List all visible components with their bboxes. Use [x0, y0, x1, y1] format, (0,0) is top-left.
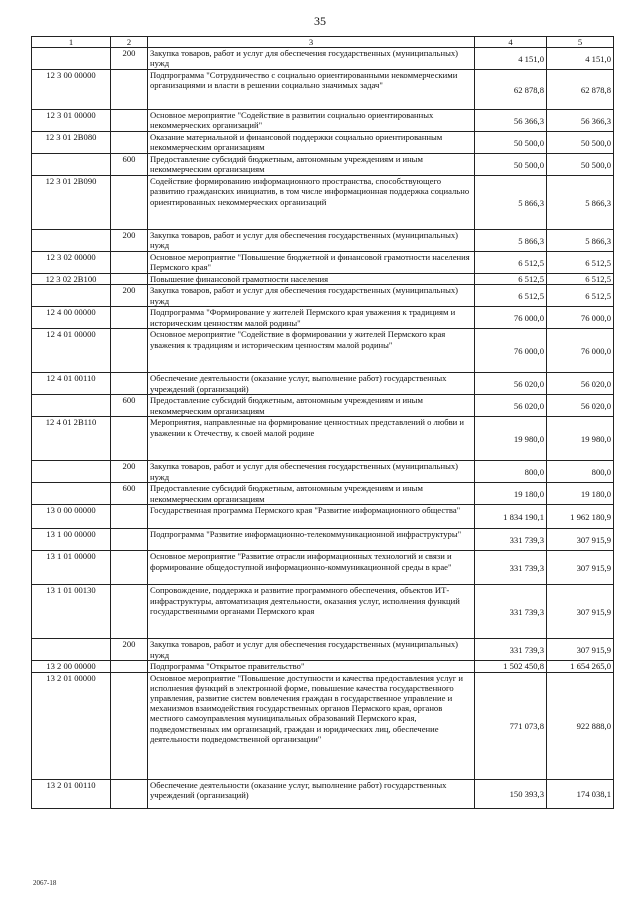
- table-row: [32, 154, 614, 176]
- row-expense-type: 200: [111, 230, 148, 252]
- table-row: [32, 285, 614, 307]
- row-expense-type: [111, 176, 148, 230]
- row-expense-type: [111, 417, 148, 461]
- row-code: 12 3 02 2В100: [32, 274, 111, 285]
- row-code: 13 1 01 00000: [32, 551, 111, 585]
- table-row: [32, 252, 614, 274]
- row-name: Подпрограмма "Сотрудничество с социально ориентированными некоммерческими организациями и власти в решении социально значимых задач": [148, 70, 475, 110]
- row-name: Основное мероприятие "Развитие отрасли информационных технологий и связи и формирование общедоступной информационно-коммуникационной среды в крае": [148, 551, 475, 585]
- row-name: Предоставление субсидий бюджетным, автономным учреждениям и иным некоммерческим организациям: [148, 483, 475, 505]
- row-amount-1: 62 878,8: [475, 70, 547, 110]
- row-expense-type: [111, 110, 148, 132]
- row-expense-type: [111, 132, 148, 154]
- row-amount-2: 5 866,3: [547, 230, 614, 252]
- row-code: [32, 230, 111, 252]
- table-row: [32, 417, 614, 461]
- row-amount-1: 56 020,0: [475, 395, 547, 417]
- row-expense-type: [111, 274, 148, 285]
- row-amount-2: 307 915,9: [547, 551, 614, 585]
- header-cell-code: 1: [32, 37, 111, 48]
- table-row: [32, 176, 614, 230]
- row-code: [32, 154, 111, 176]
- row-amount-2: 19 980,0: [547, 417, 614, 461]
- table-row: [32, 230, 614, 252]
- row-code: 12 3 00 00000: [32, 70, 111, 110]
- row-amount-1: 76 000,0: [475, 307, 547, 329]
- row-amount-2: 307 915,9: [547, 585, 614, 639]
- row-expense-type: [111, 505, 148, 529]
- row-expense-type: 200: [111, 639, 148, 661]
- header-cell-vr: 2: [111, 37, 148, 48]
- row-amount-2: 56 366,3: [547, 110, 614, 132]
- header-row: [32, 37, 614, 48]
- row-amount-2: 1 654 265,0: [547, 661, 614, 672]
- table-row: [32, 585, 614, 639]
- row-expense-type: [111, 329, 148, 373]
- row-amount-1: 1 834 190,1: [475, 505, 547, 529]
- row-expense-type: 200: [111, 285, 148, 307]
- row-amount-1: 771 073,8: [475, 672, 547, 779]
- row-name: Закупка товаров, работ и услуг для обеспечения государственных (муниципальных) нужд: [148, 285, 475, 307]
- row-expense-type: 600: [111, 483, 148, 505]
- row-expense-type: [111, 373, 148, 395]
- row-code: 12 3 02 00000: [32, 252, 111, 274]
- row-name: Подпрограмма "Формирование у жителей Пермского края уважения к традициям и историческим ценностям малой родины": [148, 307, 475, 329]
- row-code: [32, 48, 111, 70]
- row-amount-1: 50 500,0: [475, 154, 547, 176]
- row-amount-2: 4 151,0: [547, 48, 614, 70]
- header-cell-amount-1: 4: [475, 37, 547, 48]
- table-row: [32, 529, 614, 551]
- row-amount-1: 6 512,5: [475, 252, 547, 274]
- row-code: 12 4 00 00000: [32, 307, 111, 329]
- row-name: Закупка товаров, работ и услуг для обеспечения государственных (муниципальных) нужд: [148, 48, 475, 70]
- row-expense-type: 600: [111, 395, 148, 417]
- row-amount-2: 76 000,0: [547, 329, 614, 373]
- row-code: 13 1 01 00130: [32, 585, 111, 639]
- row-amount-1: 150 393,3: [475, 779, 547, 808]
- table-row: [32, 307, 614, 329]
- row-amount-2: 6 512,5: [547, 274, 614, 285]
- row-code: [32, 483, 111, 505]
- table-row: [32, 329, 614, 373]
- row-amount-2: 6 512,5: [547, 285, 614, 307]
- row-amount-1: 19 180,0: [475, 483, 547, 505]
- row-name: Сопровождение, поддержка и развитие программного обеспечения, объектов ИТ-инфраструктуры, автоматизация деятельности, оказания услуг, исполнения функций государственными органами Пермского края: [148, 585, 475, 639]
- row-amount-2: 1 962 180,9: [547, 505, 614, 529]
- table-row: [32, 70, 614, 110]
- row-name: Подпрограмма "Развитие информационно-телекоммуникационной инфраструктуры": [148, 529, 475, 551]
- row-name: Закупка товаров, работ и услуг для обеспечения государственных (муниципальных) нужд: [148, 639, 475, 661]
- row-name: Мероприятия, направленные на формирование ценностных представлений о любви и уважении к Отечеству, к своей малой родине: [148, 417, 475, 461]
- table-row: [32, 639, 614, 661]
- row-amount-2: 307 915,9: [547, 529, 614, 551]
- table-row: [32, 110, 614, 132]
- row-amount-2: 76 000,0: [547, 307, 614, 329]
- row-name: Государственная программа Пермского края "Развитие информационного общества": [148, 505, 475, 529]
- row-name: Закупка товаров, работ и услуг для обеспечения государственных (муниципальных) нужд: [148, 230, 475, 252]
- row-amount-2: 307 915,9: [547, 639, 614, 661]
- row-name: Оказание материальной и финансовой поддержки социально ориентированным некоммерческим организациям: [148, 132, 475, 154]
- row-name: Содействие формированию информационного пространства, способствующего развитию гражданских инициатив, в том числе информационная поддержка социально ориентированных некоммерческих организаций: [148, 176, 475, 230]
- row-code: 12 3 01 2В080: [32, 132, 111, 154]
- document-footer-code: 2067-18: [33, 879, 57, 887]
- table-row: [32, 395, 614, 417]
- row-amount-2: 6 512,5: [547, 252, 614, 274]
- row-code: 13 2 01 00110: [32, 779, 111, 808]
- row-amount-2: 5 866,3: [547, 176, 614, 230]
- header-cell-amount-2: 5: [547, 37, 614, 48]
- row-name: Обеспечение деятельности (оказание услуг, выполнение работ) государственных учреждений (организаций): [148, 373, 475, 395]
- row-expense-type: 200: [111, 461, 148, 483]
- row-code: [32, 285, 111, 307]
- row-expense-type: 200: [111, 48, 148, 70]
- row-name: Повышение финансовой грамотности населения: [148, 274, 475, 285]
- row-name: Закупка товаров, работ и услуг для обеспечения государственных (муниципальных) нужд: [148, 461, 475, 483]
- budget-table: [31, 36, 614, 809]
- table-row: [32, 505, 614, 529]
- row-expense-type: [111, 672, 148, 779]
- table-row: [32, 483, 614, 505]
- row-name: Основное мероприятие "Содействие в формировании у жителей Пермского края уважения к традициям и историческим ценностям малой родины": [148, 329, 475, 373]
- row-name: Обеспечение деятельности (оказание услуг, выполнение работ) государственных учреждений (организаций): [148, 779, 475, 808]
- row-amount-1: 50 500,0: [475, 132, 547, 154]
- row-name: Подпрограмма "Открытое правительство": [148, 661, 475, 672]
- row-expense-type: [111, 661, 148, 672]
- row-amount-1: 5 866,3: [475, 230, 547, 252]
- row-code: 13 1 00 00000: [32, 529, 111, 551]
- row-code: 13 2 00 00000: [32, 661, 111, 672]
- row-amount-2: 56 020,0: [547, 373, 614, 395]
- row-expense-type: [111, 585, 148, 639]
- row-name: Основное мероприятие "Повышение бюджетной и финансовой грамотности населения Пермского края": [148, 252, 475, 274]
- row-amount-1: 1 502 450,8: [475, 661, 547, 672]
- row-amount-1: 76 000,0: [475, 329, 547, 373]
- row-name: Основное мероприятие "Содействие в развитии социально ориентированных некоммерческих организаций": [148, 110, 475, 132]
- row-amount-2: 56 020,0: [547, 395, 614, 417]
- row-amount-1: 5 866,3: [475, 176, 547, 230]
- row-code: [32, 461, 111, 483]
- row-amount-2: 50 500,0: [547, 132, 614, 154]
- row-amount-2: 50 500,0: [547, 154, 614, 176]
- row-amount-1: 331 739,3: [475, 639, 547, 661]
- row-amount-2: 922 888,0: [547, 672, 614, 779]
- row-code: 13 2 01 00000: [32, 672, 111, 779]
- row-name: Предоставление субсидий бюджетным, автономным учреждениям и иным некоммерческим организациям: [148, 395, 475, 417]
- row-amount-1: 331 739,3: [475, 529, 547, 551]
- row-amount-1: 56 366,3: [475, 110, 547, 132]
- row-expense-type: [111, 551, 148, 585]
- page-number: 35: [314, 14, 326, 28]
- row-code: 12 4 01 00000: [32, 329, 111, 373]
- row-expense-type: [111, 70, 148, 110]
- row-expense-type: 600: [111, 154, 148, 176]
- row-name: Предоставление субсидий бюджетным, автономным учреждениям и иным некоммерческим организациям: [148, 154, 475, 176]
- row-amount-1: 331 739,3: [475, 585, 547, 639]
- row-code: 12 4 01 2В110: [32, 417, 111, 461]
- row-expense-type: [111, 252, 148, 274]
- row-code: 13 0 00 00000: [32, 505, 111, 529]
- table-row: [32, 132, 614, 154]
- row-code: [32, 639, 111, 661]
- row-expense-type: [111, 307, 148, 329]
- row-amount-1: 4 151,0: [475, 48, 547, 70]
- table-row: [32, 672, 614, 779]
- row-code: 12 3 01 2В090: [32, 176, 111, 230]
- row-expense-type: [111, 779, 148, 808]
- row-code: 12 4 01 00110: [32, 373, 111, 395]
- row-name: Основное мероприятие "Повышение доступности и качества предоставления услуг и исполнения функций в электронной форме, повышение качества государственного управления, развитие систем вовлечения граждан в государственное управление и механизмов взаимодействия государственных органов Пермского края, органов местного самоуправления муниципальных образований Пермского края, подведомственных им организаций, граждан и юридических лиц, обеспечение деятельности подведомственной организации": [148, 672, 475, 779]
- header-cell-name: 3: [148, 37, 475, 48]
- row-amount-2: 174 038,1: [547, 779, 614, 808]
- table-row: [32, 779, 614, 808]
- table-row: [32, 48, 614, 70]
- row-code: 12 3 01 00000: [32, 110, 111, 132]
- row-amount-2: 19 180,0: [547, 483, 614, 505]
- row-expense-type: [111, 529, 148, 551]
- row-code: [32, 395, 111, 417]
- table-row: [32, 551, 614, 585]
- row-amount-1: 800,0: [475, 461, 547, 483]
- row-amount-1: 6 512,5: [475, 274, 547, 285]
- row-amount-1: 19 980,0: [475, 417, 547, 461]
- row-amount-2: 62 878,8: [547, 70, 614, 110]
- table-row: [32, 661, 614, 672]
- row-amount-2: 800,0: [547, 461, 614, 483]
- row-amount-1: 331 739,3: [475, 551, 547, 585]
- table-row: [32, 461, 614, 483]
- row-amount-1: 56 020,0: [475, 373, 547, 395]
- table-row: [32, 373, 614, 395]
- row-amount-1: 6 512,5: [475, 285, 547, 307]
- table-row: [32, 274, 614, 285]
